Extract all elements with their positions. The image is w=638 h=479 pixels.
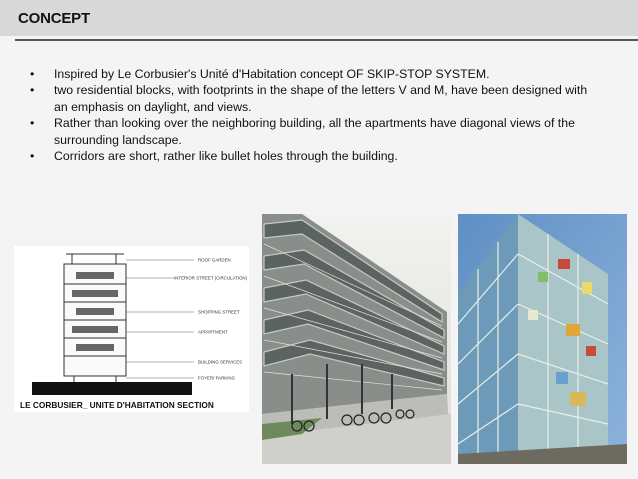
building-section-sketch	[64, 254, 126, 382]
label-roof-garden: ROOF GARDEN	[198, 257, 231, 263]
slide-title: CONCEPT	[18, 10, 90, 27]
bullet-item	[30, 115, 590, 148]
label-foyer-parking: FOYER/ PARKING	[198, 375, 236, 381]
section-caption: LE CORBUSIER_ UNITE D'HABITATION SECTION	[20, 400, 214, 410]
ground-bar	[32, 382, 192, 395]
building-photo-balconies	[262, 214, 451, 464]
label-building-services: BUILDING SERVICES	[198, 359, 243, 365]
label-appartment: APPARTMENT	[198, 329, 228, 335]
label-interior-street: INTERIOR STREET (CIRCULATION)	[174, 275, 248, 281]
title-divider	[15, 39, 638, 41]
section-drawing	[14, 246, 249, 412]
bullet-text: Inspired by Le Corbusier's Unité d'Habitation concept OF SKIP-STOP SYSTEM.	[54, 67, 490, 81]
bullet-text: Corridors are short, rather like bullet holes through the building.	[54, 149, 398, 164]
bullet-item	[30, 148, 590, 164]
bullet-symbol: •	[30, 83, 35, 98]
label-shopping-street: SHOPPING STREET	[198, 309, 240, 315]
building-photo-glass-facade	[458, 214, 627, 464]
bullet-item	[30, 82, 590, 115]
bullet-symbol: •	[30, 149, 35, 164]
slide-header	[0, 0, 638, 36]
bullet-item	[30, 66, 590, 82]
bullet-text: two residential blocks, with footprints in the shape of the letters V and M, have been designed with an emphasis on daylight, and views.	[54, 83, 588, 114]
bullet-symbol: •	[30, 116, 35, 131]
bullet-symbol: •	[30, 67, 35, 81]
bullet-text: Rather than looking over the neighboring building, all the apartments have diagonal views of the surrounding landscape.	[54, 116, 575, 147]
bullet-list	[30, 66, 590, 164]
